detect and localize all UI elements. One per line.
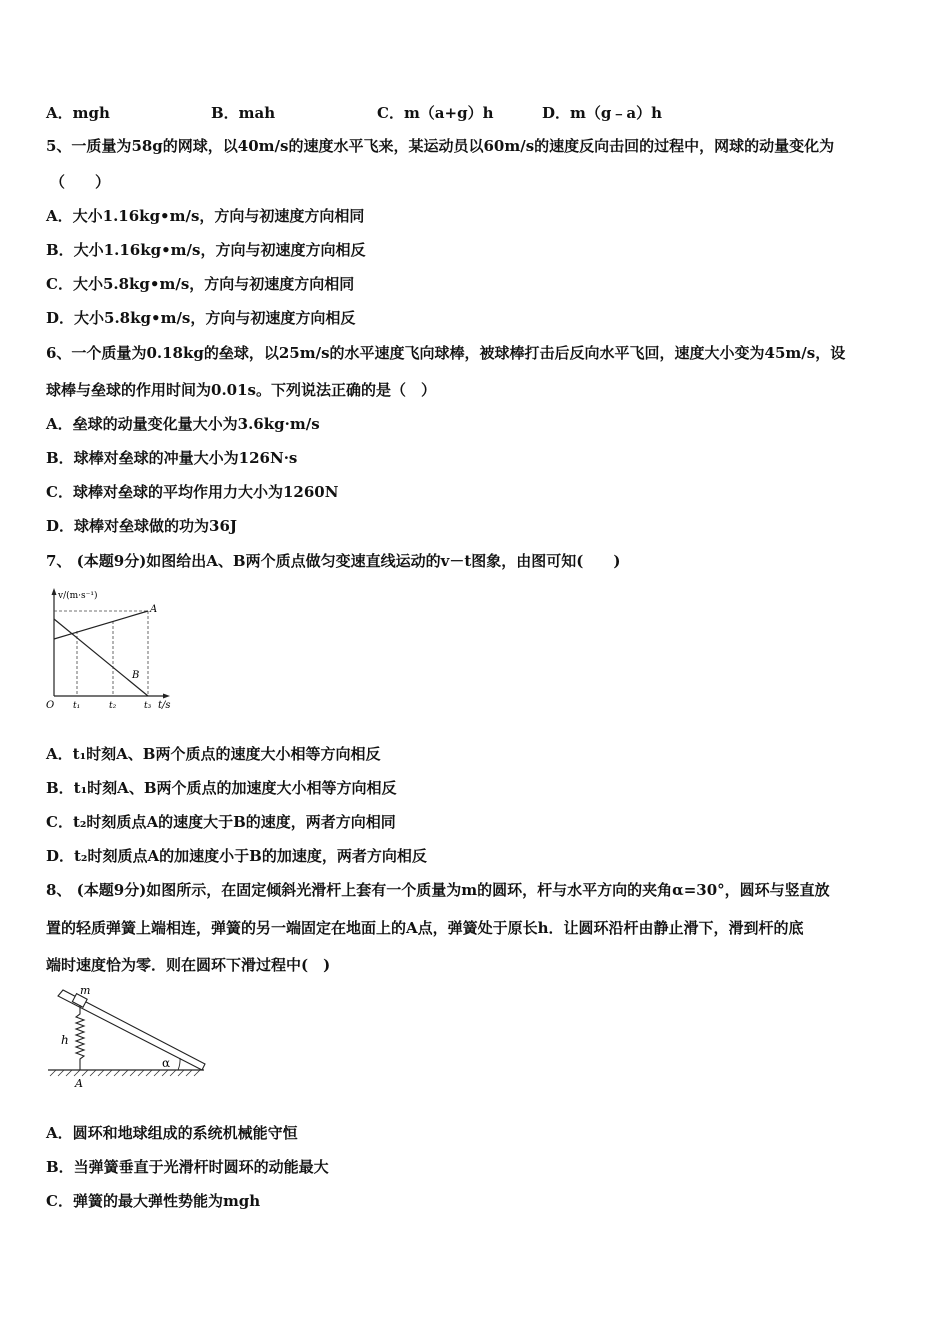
q4-option-c: C．m（a+g）h: [377, 104, 494, 122]
label-b: B: [132, 670, 140, 681]
q4-options: [46, 102, 846, 122]
tick-t3: t₃: [144, 701, 152, 711]
q8-stem-line2: 置的轻质弹簧上端相连，弹簧的另一端固定在地面上的A点，弹簧处于原长h．让圆环沿杆由静止滑下，滑到杆的底: [46, 919, 804, 937]
q5-option-a: A．大小1.16kg•m/s，方向与初速度方向相同: [46, 207, 365, 225]
origin-label: O: [46, 700, 55, 711]
q5-option-c: C．大小5.8kg•m/s，方向与初速度方向相同: [46, 275, 355, 293]
spring: [76, 1005, 84, 1070]
q6-stem: 6、一个质量为0.18kg的垒球，以25m/s的水平速度飞向球棒，被球棒打击后反向水平飞回，速度大小变为45m/s，设: [46, 344, 846, 362]
q7-option-d: D．t₂时刻质点A的加速度小于B的加速度，两者方向相反: [46, 847, 427, 865]
label-point-a: A: [75, 1077, 83, 1090]
x-axis-label: t/s: [158, 700, 171, 711]
q6-stem-line2: 球棒与垒球的作用时间为0.01s。下列说法正确的是（ ）: [46, 381, 436, 399]
q6-option-d: D．球棒对垒球做的功为36J: [46, 517, 237, 535]
q5-option-d: D．大小5.8kg•m/s，方向与初速度方向相反: [46, 309, 356, 327]
ground-hatch: [50, 1070, 200, 1076]
q7-option-c: C．t₂时刻质点A的速度大于B的速度，两者方向相同: [46, 813, 396, 831]
q8-stem-line3: 端时速度恰为零．则在圆环下滑过程中( ): [46, 956, 331, 974]
q8-incline-figure: [44, 984, 209, 1092]
q8-option-b: B．当弹簧垂直于光滑杆时圆环的动能最大: [46, 1158, 329, 1176]
q7-option-b: B．t₁时刻A、B两个质点的加速度大小相等方向相反: [46, 779, 397, 797]
q4-option-b: B．mah: [211, 104, 276, 122]
tick-t2: t₂: [109, 701, 117, 711]
q4-option-d: D．m（g﹣a）h: [542, 104, 662, 122]
line-b: [54, 619, 148, 696]
q5-stem: 5、一质量为58g的网球，以40m/s的速度水平飞来，某运动员以60m/s的速度反向击回的过程中，网球的动量变化为: [46, 137, 835, 155]
q8-stem: 8、 (本题9分)如图所示，在固定倾斜光滑杆上套有一个质量为m的圆环，杆与水平方向的夹角α=30°，圆环与竖直放: [46, 881, 830, 899]
label-m: m: [80, 984, 91, 997]
incline-svg: [44, 984, 209, 1092]
q6-option-a: A．垒球的动量变化量大小为3.6kg·m/s: [46, 415, 320, 433]
q6-option-c: C．球棒对垒球的平均作用力大小为1260N: [46, 483, 339, 501]
q7-stem: 7、 (本题9分)如图给出A、B两个质点做匀变速直线运动的v－t图象，由图可知( ): [46, 552, 621, 570]
q6-option-b: B．球棒对垒球的冲量大小为126N·s: [46, 449, 298, 467]
label-alpha: α: [162, 1056, 171, 1070]
q8-option-c: C．弹簧的最大弹性势能为mgh: [46, 1192, 261, 1210]
vt-graph-svg: [44, 584, 184, 714]
tick-t1: t₁: [73, 701, 81, 711]
q5-option-b: B．大小1.16kg•m/s，方向与初速度方向相反: [46, 241, 366, 259]
label-a: A: [150, 604, 158, 615]
q7-option-a: A．t₁时刻A、B两个质点的速度大小相等方向相反: [46, 745, 381, 763]
y-axis-arrow: [52, 588, 57, 595]
q8-option-a: A．圆环和地球组成的系统机械能守恒: [46, 1124, 298, 1142]
q5-stem-paren: （ ）: [50, 173, 111, 191]
label-h: h: [61, 1033, 69, 1047]
angle-arc: [178, 1058, 180, 1070]
x-axis-arrow: [163, 694, 170, 699]
line-a: [54, 611, 148, 639]
y-axis-label: v/(m·s⁻¹): [58, 591, 98, 601]
q4-option-a: A．mgh: [46, 104, 110, 122]
q7-vt-graph: [44, 584, 184, 714]
